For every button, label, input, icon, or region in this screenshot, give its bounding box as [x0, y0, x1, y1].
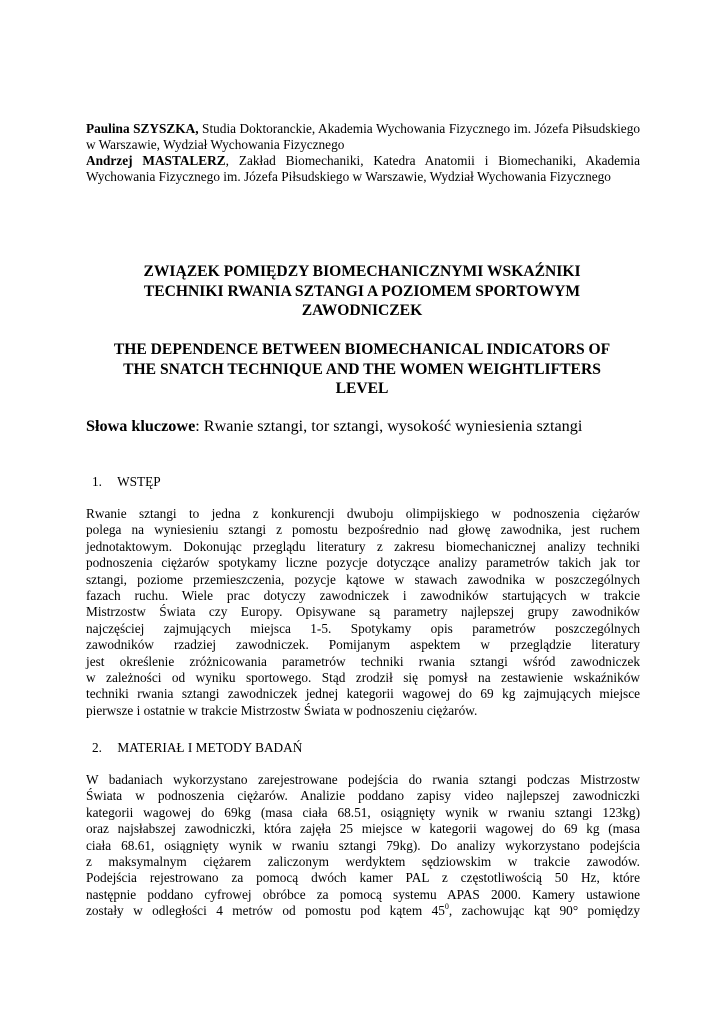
intro-paragraph [86, 506, 640, 719]
title-polish [80, 262, 644, 321]
keywords [86, 416, 646, 436]
text-line [86, 903, 640, 919]
text-line: jednotaktowym. Dokonując przeglądu literatury z zakresu biomechanicznej analizy techniki [86, 538, 640, 554]
text-line: techniki rwania sztangi zawodniczek jednej kategorii wagowej do 69 kg zajmujących miejsce [86, 686, 640, 702]
superscript: 0 [444, 902, 449, 912]
text-line: kategorii wagowej do 69kg (masa ciała 68.51, osiągnięty wynik w rwaniu sztangi 123kg) [86, 804, 640, 820]
text-line: z maksymalnym ciężarem zaliczonym werdyktem sędziowskim w trakcie zawodów. [86, 854, 640, 870]
author-entry [86, 153, 640, 185]
title-line: TECHNIKI RWANIA SZTANGI A POZIOMEM SPORTOWYM [143, 282, 581, 300]
title-line: ZAWODNICZEK [301, 302, 423, 319]
text-line: oraz najsłabszej zawodniczki, która zajęła 25 miejsce w kategorii wagowej do 69 kg (masa [86, 821, 640, 837]
methods-paragraph [86, 772, 640, 920]
author-entry [86, 121, 640, 153]
title-line: THE SNATCH TECHNIQUE AND THE WOMEN WEIGHTLIFTERS [123, 360, 601, 378]
text-line: podnoszenia ciężarów spotykamy liczne pozycje dotyczące analizy parametrów takich jak tor [86, 555, 640, 571]
text-fragment: , zachowując kąt 90° pomiędzy [448, 903, 640, 919]
text-line: polega na wyniesieniu sztangi z pomostu bezpośrednio nad głowę zawodnika, jest ruchem [86, 522, 640, 538]
text-line: sztangi, poziome przemieszczenia, pozycje kątowe w stawach zawodnika w poszczególnych [86, 571, 640, 587]
title-line: THE DEPENDENCE BETWEEN BIOMECHANICAL INDICATORS OF [113, 341, 611, 358]
text-line: najczęściej zajmujących miejsca 1-5. Spotykamy opis parametrów poszczególnych [86, 620, 640, 636]
keywords-label: Słowa kluczowe [86, 417, 196, 435]
title-english [80, 340, 644, 399]
text-line: w zależności od wyniku sportowego. Stąd zrodził się pomysł na zestawienie wskaźników [86, 670, 640, 686]
section-number: 1. [92, 474, 102, 489]
author-name: Paulina SZYSZKA, [86, 121, 199, 136]
text-fragment: zostały w odległości 4 metrów od pomostu pod kątem 45 [86, 903, 445, 919]
author-affiliation: Studia Doktoranckie, Akademia Wychowania Fizycznego im. Józefa Piłsudskiego w Warszawie, Wydział Wychowania Fizycznego [86, 121, 640, 152]
section-heading-methods [92, 740, 302, 756]
text-line: W badaniach wykorzystano zarejestrowane podejścia do rwania sztangi podczas Mistrzostw [86, 772, 640, 787]
author-affiliation: , Zakład Biomechaniki, Katedra Anatomii i Biomechaniki, Akademia Wychowania Fizycznego im. Józefa Piłsudskiego w Warszawie, Wydział Wychowania Fizycznego [86, 153, 640, 184]
text-line: zawodników rzadziej zawodniczek. Pomijanym aspektem w przeglądzie literatury [86, 637, 640, 653]
keywords-text: : Rwanie sztangi, tor sztangi, wysokość wyniesienia sztangi [195, 417, 583, 435]
section-title: WSTĘP [117, 474, 161, 489]
author-name: Andrzej MASTALERZ [86, 153, 226, 168]
section-title: MATERIAŁ I METODY BADAŃ [117, 740, 303, 755]
section-heading-intro [92, 474, 161, 490]
text-line: Rwanie sztangi to jedna z konkurencji dwuboju olimpijskiego w podnoszenia ciężarów [86, 506, 640, 521]
text-line: ciała 68.61, osiągnięty wynik w rwaniu sztangi 79kg). Do analizy wykorzystano podejścia [86, 837, 640, 853]
text-line: Mistrzostw Świata czy Europy. Opisywane są parametry najlepszej grupy zawodników [86, 604, 640, 620]
title-line: ZWIĄZEK POMIĘDZY BIOMECHANICZNYMI WSKAŹNIKI [143, 263, 581, 280]
text-line: fazach ruchu. Wiele prac dotyczy zawodniczek i zawodników startujących w trakcie [86, 588, 640, 604]
text-line: Podejścia rejestrowano za pomocą dwóch kamer PAL z częstotliwością 50 Hz, które [86, 870, 640, 886]
text-line: pierwsze i ostatnie w trakcie Mistrzostw Świata w podnoszeniu ciężarów. [86, 702, 478, 718]
author-block [86, 121, 640, 185]
section-number: 2. [92, 740, 102, 755]
title-line: LEVEL [335, 380, 389, 397]
text-line: Świata w podnoszenia ciężarów. Analizie poddano zapisy video najlepszej zawodniczki [86, 788, 640, 804]
text-line: następnie poddano cyfrowej obróbce za pomocą systemu APAS 2000. Kamery ustawione [86, 886, 640, 902]
text-line: jest określenie zróżnicowania parametrów techniki rwania sztangi wśród zawodniczek [86, 653, 640, 669]
